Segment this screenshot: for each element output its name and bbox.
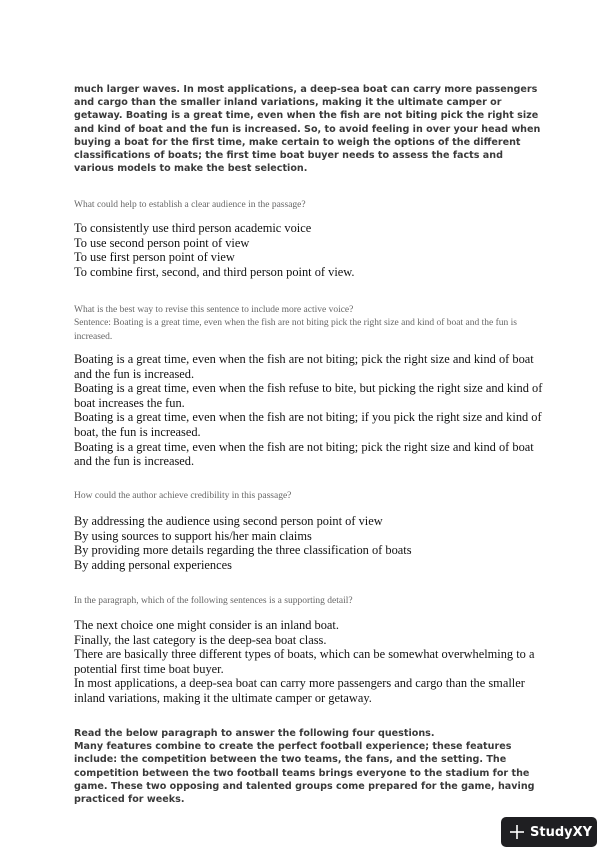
option-2d: Boating is a great time, even when the fish are not biting; pick the right size and kind of boat and the fun is increased. — [74, 439, 534, 469]
plus-sparkle-icon — [510, 825, 524, 839]
question-1-options — [74, 221, 546, 279]
question-3: How could the author achieve credibility in this passage? — [74, 491, 292, 501]
closing-instruction: Read the below paragraph to answer the following four questions. — [74, 728, 435, 739]
option-2c: Boating is a great time, even when the fish are not biting; if you pick the right size and kind of boat, the fun is increased. — [74, 410, 542, 439]
option-1d: To combine first, second, and third person point of view. — [74, 264, 355, 279]
logo-text: StudyXY — [530, 824, 593, 840]
closing-section — [74, 727, 544, 806]
option-1b: To use second person point of view — [74, 235, 250, 250]
question-2-sentence: Sentence: Boating is a great time, even when the fish are not biting pick the right size and kind of boat and the fun is increased. — [74, 318, 517, 342]
option-2b: Boating is a great time, even when the fish refuse to bite, but picking the right size and kind of boat increases the fun. — [74, 381, 543, 410]
option-3d: By adding personal experiences — [74, 557, 232, 572]
question-2-options — [74, 352, 546, 469]
option-3b: By using sources to support his/her main claims — [74, 528, 312, 543]
option-4d: In most applications, a deep-sea boat can carry more passengers and cargo than the smaller inland variations, making it the ultimate camper or getaway. — [74, 676, 525, 705]
question-3-options — [74, 514, 546, 572]
option-4c: There are basically three different types of boats, which can be somewhat overwhelming to a potential first time boat buyer. — [74, 647, 535, 676]
option-4b: Finally, the last category is the deep-sea boat class. — [74, 632, 327, 647]
intro-paragraph: much larger waves. In most applications, a deep-sea boat can carry more passengers and cargo than the smaller inland variations, making it the ultimate camper or getaway. Boating is a great time, even when the fish are not biting pick the right size and kind of boat and the fun is increased. So, to avoid feeling in over your head when buying a boat for the first time, make certain to weigh the options of the different classifications of boats; the first time boat buyer needs to assess the facts and various models to make the best selection. — [74, 84, 541, 175]
question-4: In the paragraph, which of the following sentences is a supporting detail? — [74, 596, 353, 606]
option-1a: To consistently use third person academic voice — [74, 221, 312, 235]
option-3c: By providing more details regarding the three classification of boats — [74, 543, 412, 558]
question-2: What is the best way to revise this sentence to include more active voice? — [74, 305, 354, 315]
question-1: What could help to establish a clear audience in the passage? — [74, 200, 306, 210]
option-2a: Boating is a great time, even when the fish are not biting; pick the right size and kind of boat and the fun is increased. — [74, 352, 534, 381]
question-4-options — [74, 618, 546, 706]
studyxy-logo — [501, 817, 597, 847]
option-4a: The next choice one might consider is an inland boat. — [74, 618, 339, 632]
closing-paragraph: Many features combine to create the perfect football experience; these features include: the competition between the two teams, the fans, and the setting. The competition between the two football teams brings everyone to the stadium for the game. These two opposing and talented groups come prepared for the game, having practiced for weeks. — [74, 741, 535, 806]
option-1c: To use first person point of view — [74, 250, 235, 265]
option-3a: By addressing the audience using second person point of view — [74, 514, 383, 528]
